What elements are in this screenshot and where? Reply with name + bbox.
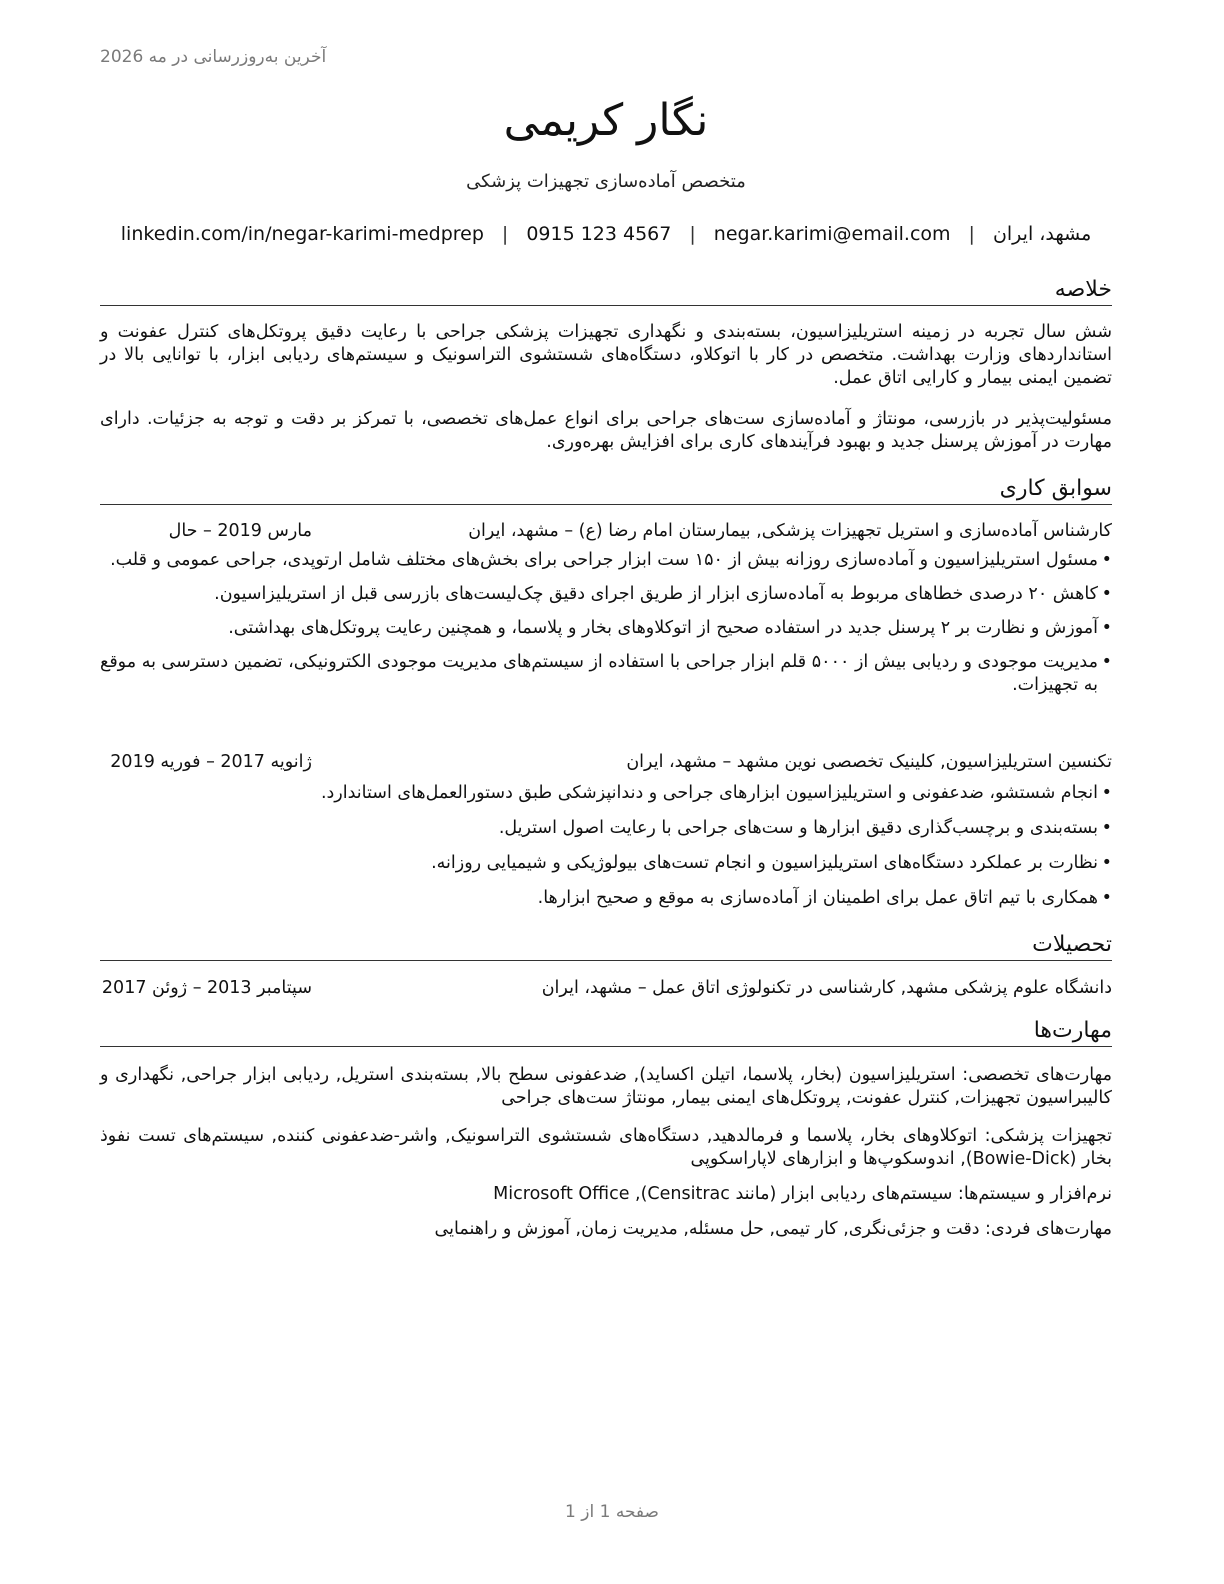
education-degree: دانشگاه علوم پزشکی مشهد, کارشناسی در تکنولوژی اتاق عمل – مشهد، ایران (541, 978, 1112, 998)
job-bullet: • مسئول استریلیزاسیون و آماده‌سازی روزانه بیش از ۱۵۰ ست ابزار جراحی برای بخش‌های مختلف شامل ارتوپدی، جراحی عمومی و قلب. (110, 550, 1112, 570)
page-number: صفحه 1 از 1 (565, 1502, 659, 1522)
job-bullet: • کاهش ۲۰ درصدی خطاهای مربوط به آماده‌سازی ابزار از طریق اجرای دقیق چک‌لیست‌های بازرسی قبل از استریلیزاسیون. (214, 584, 1112, 604)
job-bullet: • بسته‌بندی و برچسب‌گذاری دقیق ابزارها و ست‌های جراحی با رعایت اصول استریل. (498, 818, 1112, 838)
job-position: کارشناس آماده‌سازی و استریل تجهیزات پزشکی, بیمارستان امام رضا (ع) – مشهد، ایران (468, 521, 1112, 541)
contact-email[interactable]: negar.karimi@email.com (713, 223, 951, 245)
contact-linkedin[interactable]: linkedin.com/in/negar-karimi-medprep (120, 223, 484, 245)
bullet-icon: • (1101, 888, 1112, 908)
bullet-icon: • (1101, 818, 1112, 838)
education-entry (100, 977, 1112, 1000)
section-heading-education: تحصیلات (100, 931, 1112, 961)
bullet-icon: • (1101, 783, 1112, 803)
job-bullet-list (100, 549, 1112, 697)
skills-line: نرم‌افزار و سیستم‌ها: سیستم‌های ردیابی ابزار (مانند Censitrac), Microsoft Office (493, 1184, 1112, 1204)
last-updated-note: آخرین به‌روزرسانی در مه 2026 (100, 47, 327, 67)
section-heading-summary: خلاصه (100, 276, 1112, 306)
bullet-icon: • (1101, 652, 1112, 672)
job-bullet: • انجام شستشو، ضدعفونی و استریلیزاسیون ابزارهای جراحی و دندانپزشکی طبق دستورالعمل‌های استاندارد. (320, 783, 1112, 803)
job-dates: ژانویه 2017 – فوریه 2019 (110, 752, 312, 772)
job-bullet-list (100, 782, 1112, 910)
bullet-icon: • (1101, 550, 1112, 570)
summary-paragraph: مسئولیت‌پذیر در بازرسی، مونتاژ و آماده‌سازی ست‌های جراحی برای انواع عمل‌های تخصصی، با تمرکز بر دقت و توجه به جزئیات. دارای مهارت در آموزش پرسنل جدید و بهبود فرآیندهای کاری برای افزایش بهره‌وری. (100, 409, 1112, 452)
education-dates: سپتامبر 2013 – ژوئن 2017 (101, 978, 312, 998)
job-dates: مارس 2019 – حال (168, 521, 312, 541)
job-bullet: • همکاری با تیم اتاق عمل برای اطمینان از آماده‌سازی به موقع و صحیح ابزارها. (537, 888, 1112, 908)
job-entry-header (100, 751, 1112, 774)
section-heading-experience: سوابق کاری (100, 475, 1112, 505)
candidate-title: متخصص آماده‌سازی تجهیزات پزشکی (466, 171, 746, 192)
contact-separator: | (501, 223, 509, 245)
bullet-icon: • (1101, 584, 1112, 604)
job-entry-header (100, 520, 1112, 543)
contact-location: مشهد، ایران (992, 223, 1092, 245)
skills-line: مهارت‌های فردی: دقت و جزئی‌نگری, کار تیمی, حل مسئله, مدیریت زمان, آموزش و راهنمایی (434, 1219, 1112, 1239)
summary-paragraph: شش سال تجربه در زمینه استریلیزاسیون، بسته‌بندی و نگهداری تجهیزات پزشکی جراحی با رعایت دقیق پروتکل‌های کنترل عفونت و استانداردهای وزارت بهداشت. متخصص در کار با اتوکلاو، دستگاه‌های شستشوی التراسونیک و سیستم‌های ردیابی ابزار، با توانایی بالا در تضمین ایمنی بیمار و کارایی اتاق عمل. (100, 322, 1112, 388)
candidate-name: نگار کریمی (503, 95, 709, 146)
contact-line (100, 223, 1112, 245)
bullet-icon: • (1101, 618, 1112, 638)
job-bullet: • مدیریت موجودی و ردیابی بیش از ۵۰۰۰ قلم ابزار جراحی با استفاده از سیستم‌های مدیریت موجودی الکترونیکی، تضمین دسترسی به موقع به تجهیزات. (100, 652, 1112, 695)
job-bullet: • نظارت بر عملکرد دستگاه‌های استریلیزاسیون و انجام تست‌های بیولوژیکی و شیمیایی روزانه. (431, 853, 1112, 873)
resume-page (100, 0, 1112, 1584)
job-position: تکنسین استریلیزاسیون, کلینیک تخصصی نوین مشهد – مشهد، ایران (626, 752, 1112, 772)
contact-separator: | (689, 223, 696, 245)
contact-separator: | (968, 223, 975, 245)
bullet-icon: • (1101, 853, 1112, 873)
contact-phone: 0915 123 4567 (526, 223, 672, 245)
job-bullet: • آموزش و نظارت بر ۲ پرسنل جدید در استفاده صحیح از اتوکلاوهای بخار و پلاسما، و همچنین رعایت پروتکل‌های بهداشتی. (228, 618, 1112, 638)
skills-line: مهارت‌های تخصصی: استریلیزاسیون (بخار، پلاسما، اتیلن اکساید), ضدعفونی سطح بالا, بسته‌بندی استریل, ردیابی ابزار جراحی, نگهداری و کالیبراسیون تجهیزات, کنترل عفونت, پروتکل‌های ایمنی بیمار, مونتاژ ست‌های جراحی (100, 1065, 1112, 1108)
section-heading-skills: مهارت‌ها (100, 1017, 1112, 1047)
skills-line: تجهیزات پزشکی: اتوکلاوهای بخار، پلاسما و فرمالدهید, دستگاه‌های شستشوی التراسونیک, واشر-ضدعفونی کننده, سیستم‌های تست نفوذ بخار (Bowie-Dick), اندوسکوپ‌ها و ابزارهای لاپاراسکوپی (100, 1126, 1112, 1169)
